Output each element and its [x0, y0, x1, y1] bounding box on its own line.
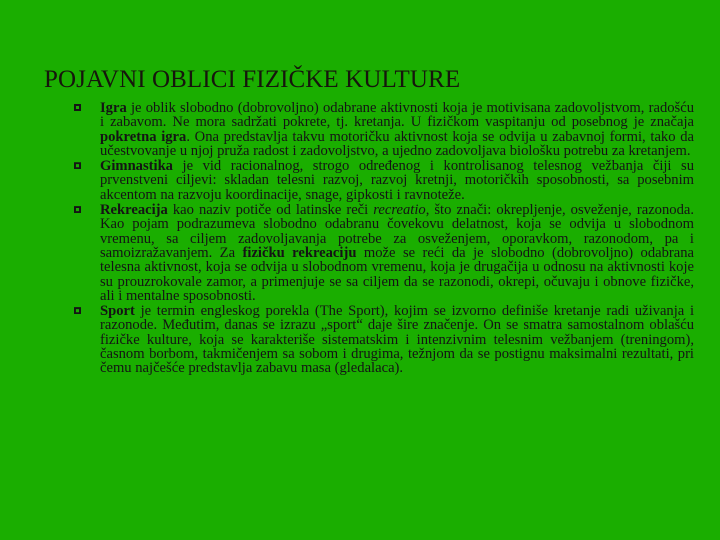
- text-segment: može se reći da je slobodno (dobrovoljno) odabrana telesna aktivnost, koja se odvija u slobodnom vremenu, koja je drugačija u odnosu na aktivnosti koje su prouzrokovale zamor, a primenjuje se sa ciljem da se razonodi, okrepi, očuvaju i obnove fizičke, ali i mentalne sposobnosti.: [100, 244, 695, 304]
- bullet-marker-icon: [74, 161, 82, 169]
- bullet-text: [100, 202, 694, 304]
- bullet-item: [74, 101, 694, 158]
- italic-term: recreatio: [373, 202, 426, 219]
- bold-term: Gimnastika: [100, 158, 173, 175]
- slide-title: POJAVNI OBLICI FIZIČKE KULTURE: [44, 66, 461, 93]
- text-segment: , što znači: okrepljenje, osveženje, razonoda. Kao pojam podrazumeva slobodno odabranu čovekovu delatnost, koja se odvija u slobodnom vremenu, sa ciljem zadovoljavanja potrebe za osveženjem, oporavkom, razonodom, pa i samoizražavanjem. Za: [100, 202, 694, 261]
- text-segment: kao naziv potiče od latinske reči: [167, 202, 374, 219]
- bold-term: Rekreacija: [100, 202, 168, 219]
- bullet-list: [74, 101, 694, 377]
- text-segment: je termin engleskog porekla (The Sport), kojim se izvorno definiše kretanje radi uživanja i razonode. Međutim, danas se izrazu „sport“ daje šire značenje. On se smatra samostalnom oblašću fizičke kulture, koja se karakteriše sistematskim i intenzivnim telesnim vežbanjem (treningom), časnom borbom, takmičenjem sa sobom i drugima, težnjom da se postignu maksimalni rezultati, pri čemu najčešće predstavlja zabavu masa (gledalaca).: [100, 303, 694, 377]
- bullet-item: [74, 159, 694, 202]
- bullet-marker-icon: [74, 306, 82, 314]
- bold-term: Sport: [100, 303, 135, 320]
- text-segment: je oblik slobodno (dobrovoljno) odabrane aktivnosti koja je motivisana zadovoljstvom, radošću i zabavom. Ne mora sadržati pokrete, tj. kretanja. U fizičkom vaspitanju od posebnog je značaja: [100, 100, 694, 131]
- bullet-text: [100, 158, 694, 203]
- bullet-text: [100, 303, 694, 376]
- bullet-text: [100, 100, 694, 159]
- bold-term: fizičku rekreaciju: [242, 244, 357, 261]
- bold-term: Igra: [100, 100, 127, 116]
- bullet-marker-icon: [74, 103, 82, 111]
- bullet-item: [74, 203, 694, 303]
- text-segment: . Ona predstavlja takvu motoričku aktivnost koja se odvija u zabavnoj formi, tako da učestvovanje u njoj pruža radost i zadovoljstvo, a ujedno zadovoljava biološku potrebu za kretanjem.: [100, 128, 694, 159]
- bullet-item: [74, 304, 694, 375]
- text-segment: je vid racionalnog, strogo određenog i kontrolisanog telesnog vežbanja čiji su prvenstveni ciljevi: skladan telesni razvoj, razvoj kretnji, motoričkih sposobnosti, sa posebnim akcentom na razvoju koordinacije, snage, gipkosti i ravnoteže.: [100, 158, 694, 203]
- bullet-marker-icon: [74, 205, 82, 213]
- bold-term: pokretna igra: [100, 128, 187, 145]
